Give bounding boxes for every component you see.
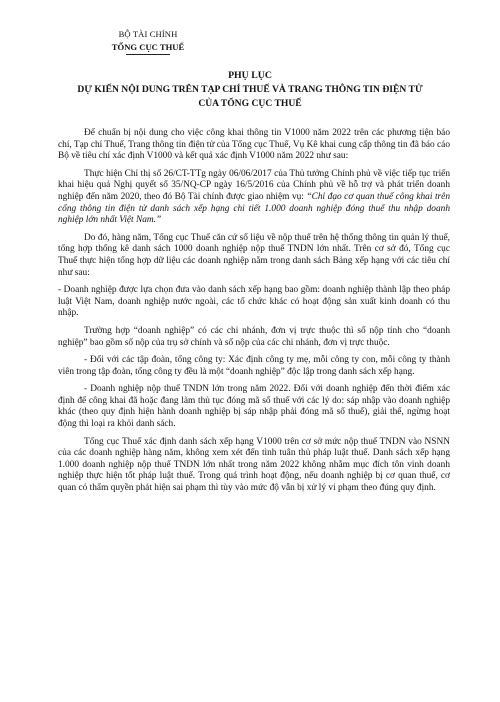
appendix-title: PHỤ LỤC [228, 70, 272, 81]
paragraph-branches: Trường hợp “doanh nghiệp” có các chi nhánh, đơn vị trực thuộc thì số nộp tính cho “doanh nghiệp” bao gồm số nộp của trụ sở chính và số nộp của các chi nhánh, đơn vị trực thuộc. [58, 325, 450, 348]
directive-quote: “Chỉ đạo cơ quan thuế công khai trên cổng thông tin điện tử danh sách xếp hạng chi tiết 1.000 doanh nghiệp đóng thuế thu nhập doanh nghiệp lớn nhất Việt Nam.” [58, 191, 451, 226]
issuer-header [88, 29, 208, 55]
document-body [58, 128, 450, 501]
criteria-groups: - Đối với các tập đoàn, tổng công ty: Xác định công ty mẹ, mỗi công ty con, mỗi công ty thành viên trong tập đoàn, tổng công ty đều là một “doanh nghiệp” độc lập trong danh sách xếp hạng. [58, 355, 450, 377]
document-heading: DỰ KIẾN NỘI DUNG TRÊN TẠP CHÍ THUẾ VÀ TRANG THÔNG TIN ĐIỆN TỬ CỦA TỔNG CỤC THUẾ [77, 84, 423, 109]
paragraph-intro: Để chuẩn bị nội dung cho việc công khai thông tin V1000 năm 2022 trên các phương tiện báo chí, Tạp chí Thuế, Trang thông tin điện tử của Tổng cục Thuế, Vụ Kê khai cung cấp thông tin đã báo cáo Bộ về tiêu chí xác định V1000 và kết quả xác định V1000 năm 2022 như sau: [58, 128, 450, 162]
paragraph-directive [58, 169, 450, 227]
criteria-tax-payment: - Doanh nghiệp nộp thuế TNDN lớn trong năm 2022. Đối với doanh nghiệp đến thời điểm xác định để công khai đã hoặc đang làm thủ tục đóng mã số thuế với các lý do: sáp nhập vào doanh nghiệp khác (theo quy định hiện hành doanh nghiệp bị sáp nhập phải đóng mã số thuế), giải thể, ngừng hoạt động thì loại ra khỏi danh sách. [58, 384, 450, 430]
paragraph-conclusion: Tổng cục Thuế xác định danh sách xếp hạng V1000 trên cơ sở mức nộp thuế TNDN vào NSNN của các doanh nghiệp hàng năm, không xem xét đến tình tuân thủ pháp luật thuế. Danh sách xếp hạng 1.000 doanh nghiệp nộp thuế TNDN lớn nhất trong năm 2022 không nhằm mục đích tôn vinh doanh nghiệp thực hiện tốt pháp luật thuế. Trong quá trình hoạt động, nếu doanh nghiệp bị cơ quan thuế, cơ quan có thẩm quyền phát hiện sai phạm thì tùy vào mức độ vẫn bị xử lý vi phạm theo đúng quy định. [58, 436, 450, 494]
directive-text: Thực hiện Chỉ thị số 26/CT-TTg ngày 06/06/2017 của Thủ tướng Chính phủ về việc tiếp tục triển khai hiệu quả Nghị quyết số 35/NQ-CP ngày 16/5/2016 của Chính phủ về hỗ trợ và phát triển doanh nghiệp đến năm 2020, theo đó Bộ Tài chính được giao nhiệm vụ: [58, 168, 450, 202]
paragraph-basis: Do đó, hàng năm, Tổng cục Thuế căn cứ số liệu về nộp thuế trên hệ thống thông tin quản lý thuế, tổng hợp thống kê danh sách 1000 doanh nghiệp nộp thuế TNDN lớn nhất. Trên cơ sở đó, Tổng cục Thuế thực hiện tổng hợp dữ liệu các doanh nghiệp nằm trong danh sách Bảng xếp hạng với các tiêu chí như sau: [58, 232, 450, 278]
ministry-name: BỘ TÀI CHÍNH [118, 29, 178, 39]
header-underline [126, 54, 170, 55]
criteria-selection: - Doanh nghiệp được lựa chọn đưa vào danh sách xếp hạng bao gồm: doanh nghiệp thành lập theo pháp luật Việt Nam, doanh nghiệp nước ngoài, các tổ chức khác có hoạt động sản xuất kinh doanh có thu nhập. [58, 285, 450, 319]
department-name: TỔNG CỤC THUẾ [111, 42, 185, 52]
